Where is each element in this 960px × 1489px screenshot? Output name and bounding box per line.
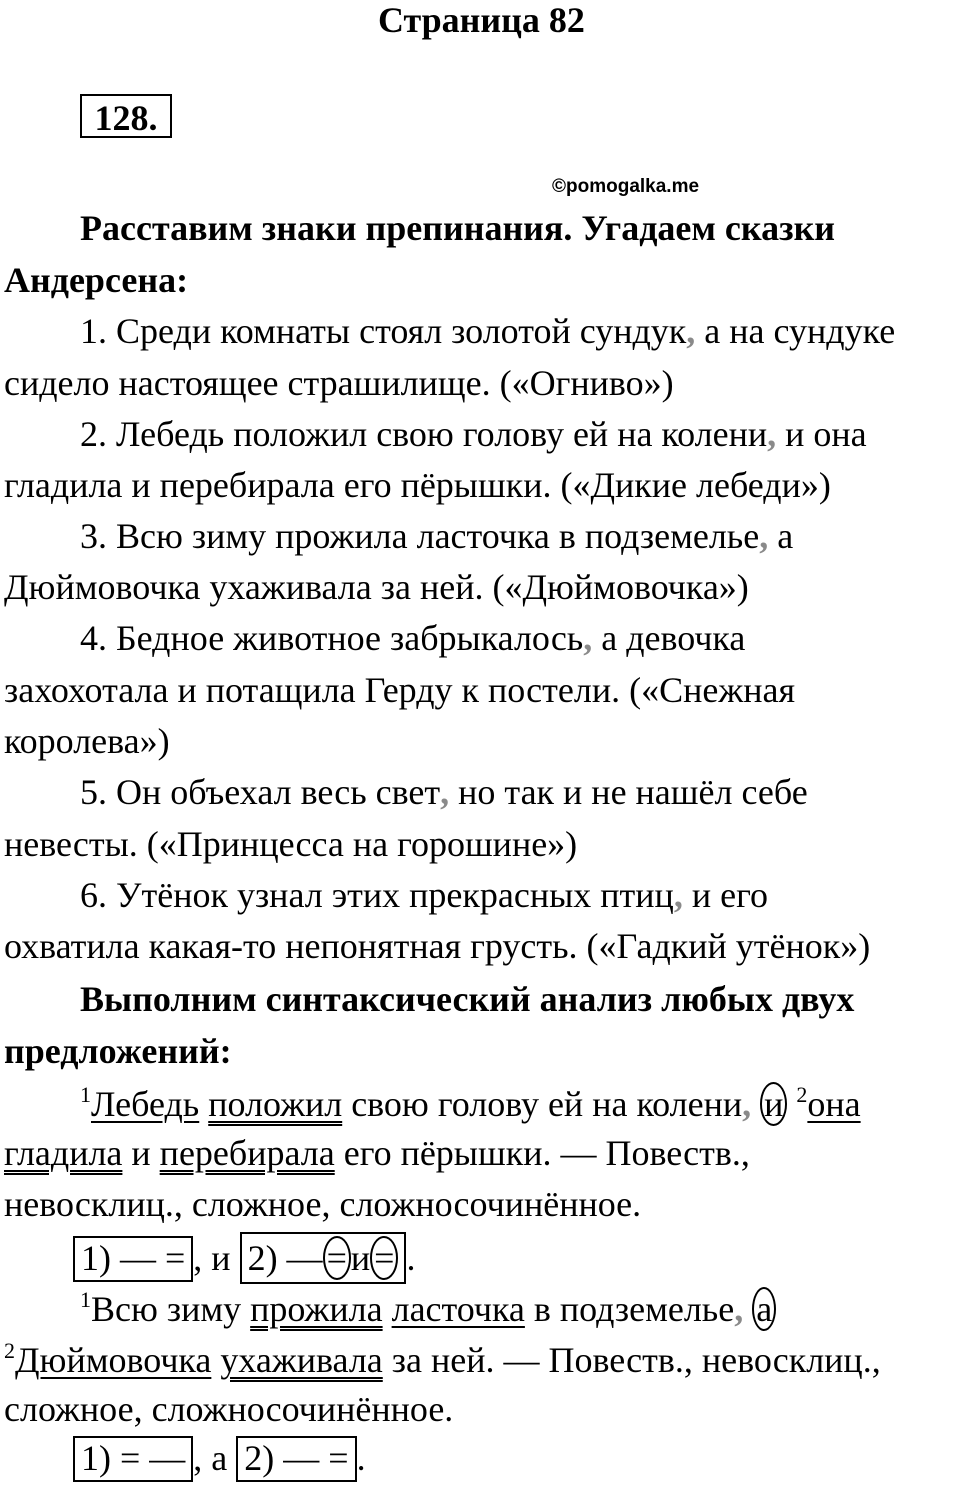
sentence-6-line2: охватила какая-то непонятная грусть. («Гадкий утёнок») [4,926,871,966]
sentence-text: а на сундуке [695,311,896,351]
predicate: ухаживала [220,1340,383,1380]
scheme-end: . [356,1438,366,1478]
scheme-circled-predicate: = [323,1236,351,1280]
scheme-separator: , и [193,1238,240,1278]
heading1-line2: Андерсена: [4,260,189,300]
sentence-2-line2: гладила и перебирала его пёрышки. («Дикие лебеди») [4,465,831,505]
scheme-box: 1) — = [73,1236,193,1282]
sentence-text: но так и не нашёл себе [449,772,808,812]
clause-number: 1 [80,1082,91,1107]
sentence-3-line2: Дюймовочка ухаживала за ней. («Дюймовочка») [4,567,749,607]
watermark: ©pomogalka.me [552,176,700,197]
scheme-end: . [406,1238,416,1278]
inserted-comma: , [583,618,593,658]
sentence-text: 6. Утёнок узнал этих прекрасных птиц [80,875,674,915]
sentence-text: и [122,1133,160,1173]
sentence-text: за ней. — Повеств., невосклиц., [382,1340,881,1380]
sentence-text: в подземелье [524,1289,735,1329]
scheme-separator: , а [193,1438,237,1478]
predicate: гладила [4,1133,123,1173]
sentence-text: 1. Среди комнаты стоял золотой сундук [80,311,687,351]
sentence-text: а девочка [592,618,746,658]
analysis2-scheme [73,1436,366,1482]
space [211,1340,220,1380]
space [383,1289,392,1329]
subject: Дюймовочка [15,1340,212,1380]
sentence-2-line1 [80,416,867,452]
conjunction-circled: а [752,1287,776,1331]
space [751,1084,760,1124]
sentence-text: 4. Бедное животное забрыкалось [80,618,584,658]
sentence-text: 5. Он объехал весь свет [80,772,441,812]
analysis2-line3: сложное, сложносочинённое. [4,1389,454,1429]
predicate: перебирала [159,1133,335,1173]
sentence-text: 2. Лебедь положил свою голову ей на колени [80,414,768,454]
clause-number: 2 [796,1082,808,1107]
sentence-1-line1 [80,313,895,349]
sentence-4-line1 [80,620,745,656]
exercise-number-dot: . [148,98,158,138]
scheme-text: 2) — [247,1238,323,1278]
scheme-circled-predicate: = [370,1236,398,1280]
analysis1-line1 [80,1082,861,1126]
analysis2-line2 [4,1340,881,1378]
exercise-number: 128 [94,98,149,138]
heading2-line1: Выполним синтаксический анализ любых двух [80,979,855,1019]
scheme-box [240,1232,407,1284]
heading2-line2: предложений: [4,1031,232,1071]
subject: Лебедь [91,1084,200,1124]
sentence-text: 3. Всю зиму прожила ласточка в подземелье [80,516,760,556]
inserted-comma: , [686,311,696,351]
exercise-number-box [80,94,172,138]
conjunction-circled: и [760,1082,787,1126]
sentence-6-line1 [80,877,768,913]
heading1-line1: Расставим знаки препинания. Угадаем сказки [80,208,836,248]
inserted-comma: , [759,516,769,556]
scheme-box: 1) = — [73,1436,193,1482]
sentence-5-line2: невесты. («Принцесса на горошине») [4,824,578,864]
sentence-4-line2: захохотала и потащила Герду к постели. («Снежная [4,670,796,710]
clause-number: 1 [80,1287,91,1312]
inserted-comma: , [734,1289,744,1329]
predicate: положил [208,1084,343,1124]
space [199,1084,208,1124]
sentence-text: свою голову ей на колени [342,1084,743,1124]
predicate: прожила [250,1289,383,1329]
analysis1-scheme [73,1232,415,1284]
analysis2-line1 [80,1287,776,1331]
sentence-text: и его [682,875,768,915]
subject: она [807,1084,861,1124]
space [743,1289,752,1329]
subject: ласточка [391,1289,525,1329]
scheme-box: 2) — = [236,1436,356,1482]
sentence-text: его пёрышки. — Повеств., [334,1133,750,1173]
sentence-4-line3: королева») [4,721,170,761]
sentence-text: а [768,516,794,556]
scheme-text: и [350,1238,371,1278]
analysis1-line2 [4,1135,750,1171]
sentence-5-line1 [80,774,808,810]
inserted-comma: , [440,772,450,812]
page-title: Страница 82 [378,0,585,40]
analysis1-line3: невосклиц., сложное, сложносочинённое. [4,1184,642,1224]
sentence-3-line1 [80,518,793,554]
clause-number: 2 [4,1338,15,1363]
inserted-comma: , [673,875,683,915]
sentence-text: и она [776,414,867,454]
inserted-comma: , [742,1084,752,1124]
sentence-text: Всю зиму [91,1289,251,1329]
inserted-comma: , [767,414,777,454]
sentence-1-line2: сидело настоящее страшилище. («Огниво») [4,363,674,403]
